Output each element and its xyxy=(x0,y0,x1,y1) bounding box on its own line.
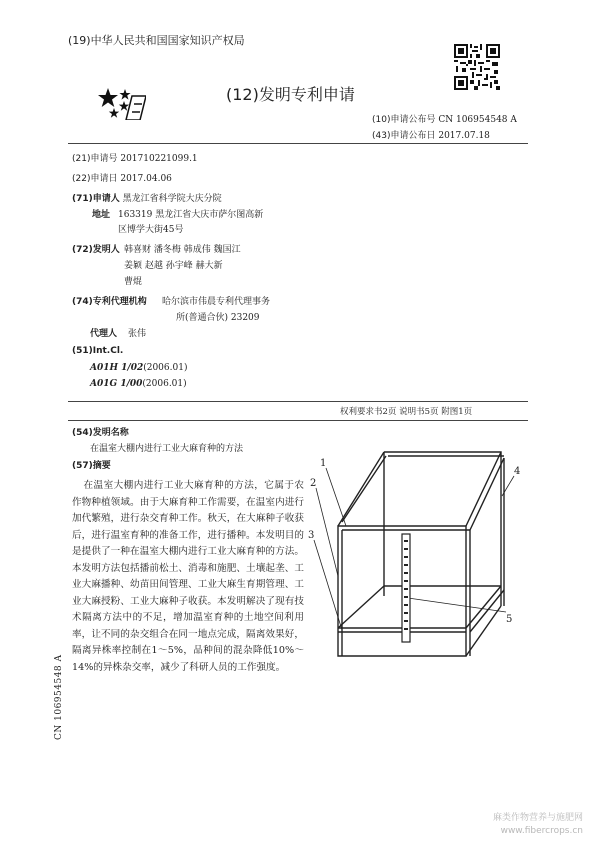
address-label: 地址 xyxy=(92,210,111,220)
invention-title-label: (54)发明名称 xyxy=(72,428,129,438)
figure-label-3: 3 xyxy=(308,530,315,541)
abstract-text: 在温室大棚内进行工业大麻育种的方法，它属于农作物种植领域。由于大麻育种工作需要，在温室内进行加代繁殖，进行杂交育种工作。秋天，在大麻种子收获后，进行温室育种的准备工作，进行播种。本发明目的是提供了一种在温室大棚内进行工业大麻育种的方法。本发明方法包括播前松土、消毒和施肥、土壤起垄、工业大麻播种、幼苗田间管理、工业大麻生育期管理、工业大麻授粉、工业大麻种子收获。本发明解决了现有技术隔离方法中的不足，增加温室育种的土地空间利用率，让不同的杂交组合在同一地点完成，隔离效果好，隔离异株率控制在1～5%，品种间的混杂降低10%～14%的异株杂交率，减少了科研人员的工作强度。 xyxy=(72,480,304,673)
int-cl-item xyxy=(90,363,187,373)
watermark-line-2: www.fibercrops.cn xyxy=(500,826,583,836)
address-line-1: 163319 黑龙江省大庆市萨尔图高新 xyxy=(118,210,264,220)
agency-line-1: 哈尔滨市伟晨专利代理事务 xyxy=(162,297,271,307)
counts-divider xyxy=(68,420,528,421)
agent-label: 代理人 xyxy=(90,329,118,339)
publication-number: CN 106954548 A xyxy=(438,115,517,125)
agency-label: (74)专利代理机构 xyxy=(72,297,147,307)
application-number-label: (21)申请号 xyxy=(72,154,118,164)
publication-date-label: (43)申请公布日 xyxy=(372,131,436,141)
int-cl-code: A01H 1/02 xyxy=(90,363,144,373)
int-cl-version: (2006.01) xyxy=(143,363,188,373)
int-cl-item xyxy=(90,379,187,389)
inventors-label: (72)发明人 xyxy=(72,245,120,255)
publication-number-row xyxy=(372,112,517,125)
applicant: 黑龙江省科学院大庆分院 xyxy=(122,194,222,204)
inventors-line-1: 韩喜财 潘冬梅 韩成伟 魏国江 xyxy=(124,245,241,255)
page-counts: 权利要求书2页 说明书5页 附图1页 xyxy=(340,407,473,417)
figure-label-2: 2 xyxy=(310,478,317,489)
application-date-row xyxy=(72,171,172,184)
publication-date: 2017.07.18 xyxy=(438,131,490,141)
agency-line-2: 所(普通合伙) 23209 xyxy=(176,313,260,323)
publication-number-label: (10)申请公布号 xyxy=(372,115,436,125)
applicant-label: (71)申请人 xyxy=(72,194,120,204)
figure-label-1: 1 xyxy=(320,458,327,469)
address-line-2: 区博学大街45号 xyxy=(118,225,184,235)
int-cl-version: (2006.01) xyxy=(142,379,187,389)
inventors-line-3: 曹焜 xyxy=(124,277,143,287)
doc-type-title: (12)发明专利申请 xyxy=(226,85,355,104)
agent: 张伟 xyxy=(128,329,147,339)
watermark-line-1: 麻类作物营养与施肥网 xyxy=(492,813,583,823)
application-number: 201710221099.1 xyxy=(120,154,198,164)
application-number-row xyxy=(72,151,198,164)
figure-label-5: 5 xyxy=(506,614,513,625)
abstract-figure xyxy=(306,446,530,665)
side-publication-code: CN 106954548 A xyxy=(54,654,64,740)
inventors-line-2: 姜颖 赵越 孙宇峰 赫大新 xyxy=(124,261,223,271)
cnipa-emblem-icon xyxy=(94,86,146,124)
header-divider xyxy=(68,143,528,144)
figure-label-4: 4 xyxy=(514,466,521,477)
invention-title: 在温室大棚内进行工业大麻育种的方法 xyxy=(90,444,244,454)
site-watermark xyxy=(433,812,583,838)
applicant-row xyxy=(72,191,222,204)
publication-date-row xyxy=(372,128,490,141)
qr-code xyxy=(454,44,500,90)
biblio-divider xyxy=(68,401,528,402)
application-date-label: (22)申请日 xyxy=(72,174,118,184)
office-name: (19)中华人民共和国国家知识产权局 xyxy=(68,34,245,47)
abstract-label: (57)摘要 xyxy=(72,461,111,471)
int-cl-label: (51)Int.Cl. xyxy=(72,346,124,356)
application-date: 2017.04.06 xyxy=(120,174,172,184)
int-cl-code: A01G 1/00 xyxy=(90,379,143,389)
